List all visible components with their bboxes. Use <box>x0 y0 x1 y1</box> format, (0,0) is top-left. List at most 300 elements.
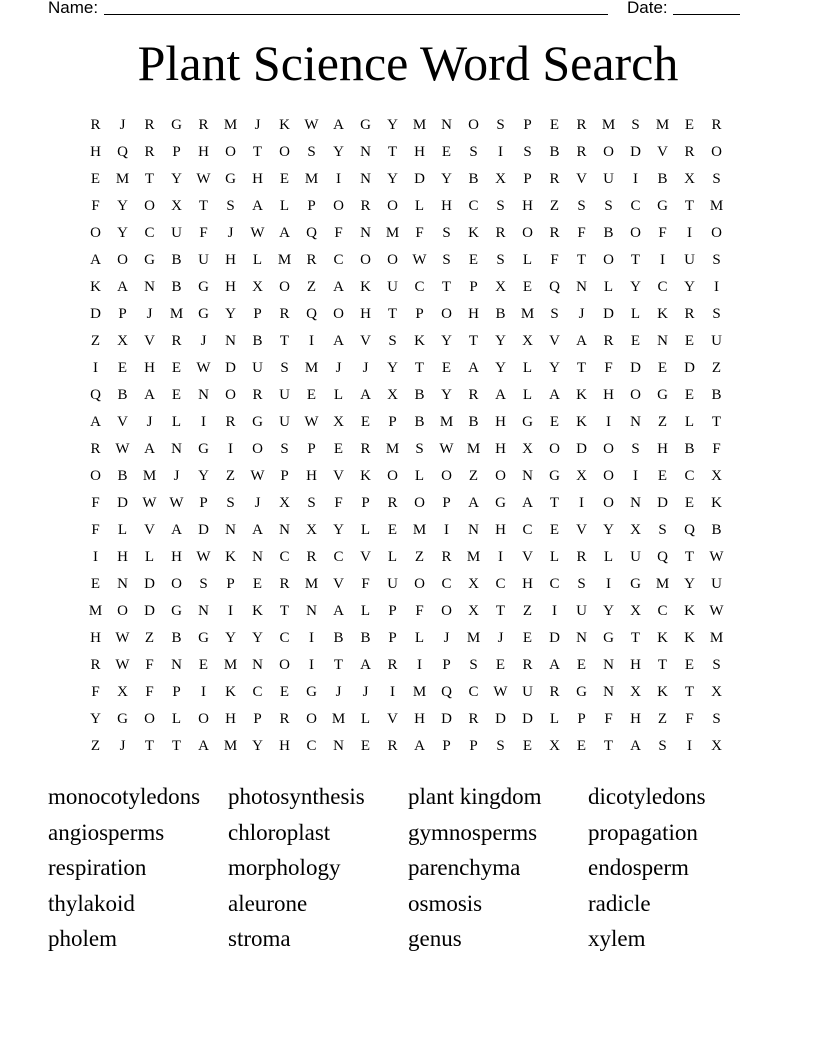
grid-letter[interactable]: O <box>441 306 452 322</box>
grid-letter[interactable]: C <box>414 279 425 295</box>
grid-letter[interactable]: Q <box>117 144 128 160</box>
grid-letter[interactable]: A <box>522 495 533 511</box>
grid-letter[interactable]: E <box>495 657 506 673</box>
grid-letter[interactable]: P <box>388 414 397 430</box>
grid-letter[interactable]: S <box>199 576 208 592</box>
grid-letter[interactable]: N <box>198 387 209 403</box>
grid-letter[interactable]: O <box>522 225 533 241</box>
grid-letter[interactable]: M <box>88 603 103 619</box>
grid-letter[interactable]: B <box>414 387 425 403</box>
grid-letter[interactable]: Y <box>252 630 263 646</box>
grid-letter[interactable]: S <box>415 441 424 457</box>
grid-letter[interactable]: F <box>712 441 721 457</box>
grid-letter[interactable]: Z <box>657 711 668 727</box>
grid-letter[interactable]: Y <box>603 522 614 538</box>
grid-letter[interactable]: X <box>279 495 290 511</box>
grid-letter[interactable]: B <box>468 171 479 187</box>
grid-letter[interactable]: F <box>145 657 154 673</box>
grid-letter[interactable]: N <box>576 630 587 646</box>
grid-letter[interactable]: F <box>91 522 100 538</box>
grid-letter[interactable]: E <box>468 252 479 268</box>
grid-letter[interactable]: M <box>520 306 535 322</box>
grid-letter[interactable]: X <box>117 684 128 700</box>
grid-letter[interactable]: L <box>549 549 560 565</box>
grid-letter[interactable]: L <box>549 711 560 727</box>
grid-letter[interactable]: N <box>603 684 614 700</box>
grid-letter[interactable]: Y <box>441 333 452 349</box>
grid-letter[interactable]: R <box>279 306 290 322</box>
grid-letter[interactable]: T <box>630 252 641 268</box>
grid-letter[interactable]: X <box>333 414 344 430</box>
grid-letter[interactable]: U <box>279 387 290 403</box>
grid-letter[interactable]: Y <box>333 144 344 160</box>
grid-letter[interactable]: G <box>360 117 371 133</box>
grid-letter[interactable]: T <box>252 144 263 160</box>
grid-letter[interactable]: N <box>252 657 263 673</box>
grid-letter[interactable]: R <box>684 144 695 160</box>
grid-letter[interactable]: N <box>171 441 182 457</box>
grid-letter[interactable]: D <box>657 495 668 511</box>
grid-letter[interactable]: I <box>417 657 422 673</box>
grid-letter[interactable]: O <box>117 252 128 268</box>
grid-letter[interactable]: B <box>657 171 668 187</box>
grid-letter[interactable]: E <box>657 468 668 484</box>
grid-letter[interactable]: I <box>228 441 233 457</box>
grid-letter[interactable]: A <box>279 225 290 241</box>
grid-letter[interactable]: B <box>252 333 263 349</box>
grid-letter[interactable]: S <box>226 198 235 214</box>
grid-letter[interactable]: C <box>657 603 668 619</box>
grid-letter[interactable]: W <box>196 360 211 376</box>
grid-letter[interactable]: U <box>198 252 209 268</box>
grid-letter[interactable]: F <box>361 576 370 592</box>
grid-letter[interactable]: R <box>90 441 101 457</box>
grid-letter[interactable]: H <box>171 549 182 565</box>
grid-letter[interactable]: M <box>466 441 481 457</box>
grid-letter[interactable]: F <box>334 225 343 241</box>
grid-letter[interactable]: T <box>657 657 668 673</box>
grid-letter[interactable]: W <box>115 630 130 646</box>
grid-letter[interactable]: O <box>387 252 398 268</box>
grid-letter[interactable]: O <box>603 144 614 160</box>
grid-letter[interactable]: F <box>604 711 613 727</box>
grid-letter[interactable]: Y <box>252 738 263 754</box>
grid-letter[interactable]: P <box>253 306 262 322</box>
grid-letter[interactable]: B <box>171 279 182 295</box>
grid-letter[interactable]: Q <box>549 279 560 295</box>
grid-letter[interactable]: I <box>444 522 449 538</box>
grid-letter[interactable]: C <box>549 576 560 592</box>
grid-letter[interactable]: F <box>91 198 100 214</box>
grid-letter[interactable]: J <box>227 225 234 241</box>
grid-letter[interactable]: L <box>414 468 425 484</box>
grid-letter[interactable]: V <box>360 549 371 565</box>
grid-letter[interactable]: N <box>252 549 263 565</box>
grid-letter[interactable]: W <box>439 441 454 457</box>
grid-letter[interactable]: O <box>630 225 641 241</box>
grid-letter[interactable]: N <box>441 117 452 133</box>
grid-letter[interactable]: Y <box>549 360 560 376</box>
grid-letter[interactable]: G <box>198 279 209 295</box>
grid-letter[interactable]: A <box>333 117 344 133</box>
grid-letter[interactable]: H <box>225 252 236 268</box>
grid-letter[interactable]: W <box>304 414 319 430</box>
grid-letter[interactable]: B <box>117 387 128 403</box>
grid-letter[interactable]: U <box>684 252 695 268</box>
grid-letter[interactable]: P <box>388 630 397 646</box>
grid-letter[interactable]: O <box>306 711 317 727</box>
grid-letter[interactable]: V <box>549 333 560 349</box>
grid-letter[interactable]: D <box>225 360 236 376</box>
grid-letter[interactable]: H <box>495 414 506 430</box>
grid-letter[interactable]: P <box>361 495 370 511</box>
grid-letter[interactable]: G <box>144 252 155 268</box>
grid-letter[interactable]: L <box>630 306 641 322</box>
grid-letter[interactable]: X <box>630 603 641 619</box>
grid-letter[interactable]: J <box>146 306 153 322</box>
grid-letter[interactable]: K <box>684 630 695 646</box>
grid-letter[interactable]: U <box>711 576 722 592</box>
grid-letter[interactable]: C <box>468 198 479 214</box>
grid-letter[interactable]: X <box>630 684 641 700</box>
grid-letter[interactable]: B <box>549 144 560 160</box>
grid-letter[interactable]: I <box>201 684 206 700</box>
grid-letter[interactable]: K <box>468 225 479 241</box>
grid-letter[interactable]: L <box>360 522 371 538</box>
grid-letter[interactable]: D <box>117 495 128 511</box>
grid-letter[interactable]: S <box>442 252 451 268</box>
grid-letter[interactable]: H <box>630 711 641 727</box>
grid-letter[interactable]: A <box>360 387 371 403</box>
grid-letter[interactable]: W <box>304 117 319 133</box>
grid-letter[interactable]: M <box>655 576 670 592</box>
grid-letter[interactable]: V <box>576 522 587 538</box>
grid-letter[interactable]: M <box>412 522 427 538</box>
grid-letter[interactable]: X <box>306 522 317 538</box>
grid-letter[interactable]: N <box>468 522 479 538</box>
date-field[interactable] <box>673 14 740 15</box>
grid-letter[interactable]: R <box>576 144 587 160</box>
grid-letter[interactable]: I <box>201 414 206 430</box>
grid-letter[interactable]: P <box>577 711 586 727</box>
grid-letter[interactable]: S <box>712 711 721 727</box>
grid-letter[interactable]: E <box>576 657 587 673</box>
grid-letter[interactable]: O <box>117 603 128 619</box>
grid-letter[interactable]: H <box>90 630 101 646</box>
grid-letter[interactable]: R <box>387 657 398 673</box>
grid-letter[interactable]: R <box>198 117 209 133</box>
grid-letter[interactable]: U <box>171 225 182 241</box>
grid-letter[interactable]: T <box>711 414 722 430</box>
grid-letter[interactable]: T <box>684 549 695 565</box>
grid-letter[interactable]: O <box>90 225 101 241</box>
grid-letter[interactable]: H <box>522 576 533 592</box>
grid-letter[interactable]: F <box>550 252 559 268</box>
grid-letter[interactable]: K <box>225 549 236 565</box>
grid-letter[interactable]: M <box>466 549 481 565</box>
grid-letter[interactable]: T <box>414 360 425 376</box>
grid-letter[interactable]: G <box>306 684 317 700</box>
grid-letter[interactable]: L <box>522 360 533 376</box>
grid-letter[interactable]: K <box>657 306 668 322</box>
grid-letter[interactable]: T <box>684 198 695 214</box>
grid-letter[interactable]: R <box>684 306 695 322</box>
grid-letter[interactable]: T <box>198 198 209 214</box>
grid-letter[interactable]: I <box>498 144 503 160</box>
grid-letter[interactable]: M <box>304 576 319 592</box>
grid-letter[interactable]: P <box>442 495 451 511</box>
grid-letter[interactable]: N <box>603 657 614 673</box>
grid-letter[interactable]: X <box>549 738 560 754</box>
grid-letter[interactable]: P <box>469 279 478 295</box>
grid-letter[interactable]: W <box>142 495 157 511</box>
grid-letter[interactable]: E <box>684 495 695 511</box>
grid-letter[interactable]: T <box>279 603 290 619</box>
grid-letter[interactable]: S <box>307 144 316 160</box>
grid-letter[interactable]: A <box>333 603 344 619</box>
grid-letter[interactable]: O <box>387 468 398 484</box>
grid-letter[interactable]: G <box>171 603 182 619</box>
grid-letter[interactable]: F <box>334 495 343 511</box>
grid-letter[interactable]: P <box>523 171 532 187</box>
grid-letter[interactable]: N <box>630 414 641 430</box>
grid-letter[interactable]: V <box>333 576 344 592</box>
grid-letter[interactable]: O <box>171 576 182 592</box>
grid-letter[interactable]: L <box>279 198 290 214</box>
grid-letter[interactable]: H <box>252 171 263 187</box>
grid-letter[interactable]: I <box>579 495 584 511</box>
grid-letter[interactable]: O <box>549 441 560 457</box>
grid-letter[interactable]: E <box>387 522 398 538</box>
grid-letter[interactable]: A <box>549 657 560 673</box>
grid-letter[interactable]: N <box>360 171 371 187</box>
grid-letter[interactable]: B <box>495 306 506 322</box>
grid-letter[interactable]: Z <box>90 333 101 349</box>
grid-letter[interactable]: S <box>496 117 505 133</box>
grid-letter[interactable]: N <box>144 279 155 295</box>
grid-letter[interactable]: I <box>93 360 98 376</box>
grid-letter[interactable]: A <box>144 387 155 403</box>
grid-letter[interactable]: V <box>333 468 344 484</box>
grid-letter[interactable]: L <box>360 603 371 619</box>
grid-letter[interactable]: H <box>468 306 479 322</box>
grid-letter[interactable]: I <box>633 468 638 484</box>
grid-letter[interactable]: G <box>657 387 668 403</box>
grid-letter[interactable]: D <box>603 306 614 322</box>
grid-letter[interactable]: I <box>687 225 692 241</box>
grid-letter[interactable]: N <box>630 495 641 511</box>
grid-letter[interactable]: R <box>144 117 155 133</box>
grid-letter[interactable]: E <box>333 441 344 457</box>
grid-letter[interactable]: G <box>522 414 533 430</box>
grid-letter[interactable]: E <box>549 522 560 538</box>
grid-letter[interactable]: P <box>442 738 451 754</box>
grid-letter[interactable]: R <box>279 711 290 727</box>
grid-letter[interactable]: H <box>522 198 533 214</box>
grid-letter[interactable]: W <box>250 468 265 484</box>
grid-letter[interactable]: P <box>523 117 532 133</box>
grid-letter[interactable]: C <box>468 684 479 700</box>
grid-letter[interactable]: F <box>415 603 424 619</box>
grid-letter[interactable]: O <box>279 657 290 673</box>
grid-letter[interactable]: J <box>146 414 153 430</box>
grid-letter[interactable]: B <box>117 468 128 484</box>
grid-letter[interactable]: H <box>279 738 290 754</box>
grid-letter[interactable]: L <box>333 387 344 403</box>
grid-letter[interactable]: O <box>603 252 614 268</box>
grid-letter[interactable]: I <box>633 171 638 187</box>
grid-letter[interactable]: F <box>685 711 694 727</box>
grid-letter[interactable]: R <box>522 657 533 673</box>
grid-letter[interactable]: S <box>550 306 559 322</box>
grid-letter[interactable]: A <box>198 738 209 754</box>
grid-letter[interactable]: A <box>90 414 101 430</box>
grid-letter[interactable]: Y <box>225 630 236 646</box>
grid-letter[interactable]: E <box>171 360 182 376</box>
grid-letter[interactable]: I <box>228 603 233 619</box>
grid-letter[interactable]: S <box>577 576 586 592</box>
grid-letter[interactable]: Y <box>198 468 209 484</box>
grid-letter[interactable]: D <box>198 522 209 538</box>
grid-letter[interactable]: M <box>223 117 238 133</box>
grid-letter[interactable]: O <box>144 198 155 214</box>
grid-letter[interactable]: I <box>336 171 341 187</box>
grid-letter[interactable]: L <box>360 711 371 727</box>
grid-letter[interactable]: R <box>90 117 101 133</box>
grid-letter[interactable]: H <box>306 468 317 484</box>
grid-letter[interactable]: M <box>115 171 130 187</box>
grid-letter[interactable]: N <box>117 576 128 592</box>
grid-letter[interactable]: B <box>711 387 722 403</box>
grid-letter[interactable]: E <box>684 387 695 403</box>
grid-letter[interactable]: B <box>468 414 479 430</box>
grid-letter[interactable]: H <box>225 279 236 295</box>
grid-letter[interactable]: J <box>362 360 369 376</box>
grid-letter[interactable]: E <box>684 657 695 673</box>
grid-letter[interactable]: X <box>576 468 587 484</box>
grid-letter[interactable]: I <box>552 603 557 619</box>
grid-letter[interactable]: T <box>684 684 695 700</box>
grid-letter[interactable]: Y <box>441 171 452 187</box>
grid-letter[interactable]: T <box>171 738 182 754</box>
grid-letter[interactable]: H <box>495 441 506 457</box>
grid-letter[interactable]: E <box>198 657 209 673</box>
grid-letter[interactable]: N <box>171 657 182 673</box>
grid-letter[interactable]: S <box>712 171 721 187</box>
grid-letter[interactable]: R <box>306 549 317 565</box>
grid-letter[interactable]: W <box>412 252 427 268</box>
grid-letter[interactable]: X <box>468 576 479 592</box>
grid-letter[interactable]: E <box>117 360 128 376</box>
grid-letter[interactable]: V <box>522 549 533 565</box>
grid-letter[interactable]: D <box>441 711 452 727</box>
grid-letter[interactable]: P <box>280 468 289 484</box>
grid-letter[interactable]: J <box>200 333 207 349</box>
grid-letter[interactable]: S <box>577 198 586 214</box>
grid-letter[interactable]: X <box>522 441 533 457</box>
grid-letter[interactable]: C <box>684 468 695 484</box>
grid-letter[interactable]: T <box>333 657 344 673</box>
grid-letter[interactable]: X <box>252 279 263 295</box>
grid-letter[interactable]: K <box>279 117 290 133</box>
grid-letter[interactable]: J <box>254 117 261 133</box>
grid-letter[interactable]: F <box>415 225 424 241</box>
grid-letter[interactable]: I <box>606 576 611 592</box>
grid-letter[interactable]: P <box>199 495 208 511</box>
grid-letter[interactable]: F <box>658 225 667 241</box>
grid-letter[interactable]: S <box>496 738 505 754</box>
grid-letter[interactable]: Z <box>90 738 101 754</box>
grid-letter[interactable]: L <box>522 252 533 268</box>
grid-letter[interactable]: H <box>225 711 236 727</box>
grid-letter[interactable]: K <box>657 630 668 646</box>
grid-letter[interactable]: R <box>603 333 614 349</box>
grid-letter[interactable]: Y <box>441 387 452 403</box>
grid-letter[interactable]: Y <box>684 279 695 295</box>
grid-letter[interactable]: K <box>360 468 371 484</box>
grid-letter[interactable]: E <box>306 387 317 403</box>
grid-letter[interactable]: G <box>225 171 236 187</box>
grid-letter[interactable]: D <box>414 171 425 187</box>
grid-letter[interactable]: E <box>549 414 560 430</box>
grid-letter[interactable]: W <box>493 684 508 700</box>
grid-letter[interactable]: O <box>333 306 344 322</box>
grid-letter[interactable]: O <box>252 441 263 457</box>
grid-letter[interactable]: D <box>144 603 155 619</box>
grid-letter[interactable]: O <box>144 711 155 727</box>
grid-letter[interactable]: Z <box>549 198 560 214</box>
grid-letter[interactable]: Z <box>414 549 425 565</box>
grid-letter[interactable]: M <box>709 198 724 214</box>
grid-letter[interactable]: M <box>439 414 454 430</box>
grid-letter[interactable]: M <box>385 225 400 241</box>
grid-letter[interactable]: X <box>711 684 722 700</box>
grid-letter[interactable]: S <box>523 144 532 160</box>
grid-letter[interactable]: X <box>387 387 398 403</box>
grid-letter[interactable]: K <box>414 333 425 349</box>
grid-letter[interactable]: J <box>335 684 342 700</box>
grid-letter[interactable]: K <box>576 387 587 403</box>
grid-letter[interactable]: M <box>331 711 346 727</box>
grid-letter[interactable]: O <box>414 495 425 511</box>
grid-letter[interactable]: R <box>711 117 722 133</box>
grid-letter[interactable]: S <box>631 117 640 133</box>
grid-letter[interactable]: I <box>714 279 719 295</box>
grid-letter[interactable]: S <box>604 198 613 214</box>
grid-letter[interactable]: G <box>198 441 209 457</box>
grid-letter[interactable]: O <box>468 117 479 133</box>
grid-letter[interactable]: L <box>414 198 425 214</box>
grid-letter[interactable]: A <box>576 333 587 349</box>
grid-letter[interactable]: M <box>412 684 427 700</box>
grid-letter[interactable]: J <box>119 738 126 754</box>
grid-letter[interactable]: N <box>225 333 236 349</box>
grid-letter[interactable]: O <box>603 468 614 484</box>
grid-letter[interactable]: P <box>442 657 451 673</box>
grid-letter[interactable]: Y <box>171 171 182 187</box>
grid-letter[interactable]: L <box>171 711 182 727</box>
grid-letter[interactable]: T <box>387 306 398 322</box>
grid-letter[interactable]: Q <box>306 306 317 322</box>
grid-letter[interactable]: W <box>196 549 211 565</box>
grid-letter[interactable]: O <box>225 144 236 160</box>
grid-letter[interactable]: R <box>549 225 560 241</box>
grid-letter[interactable]: O <box>414 576 425 592</box>
grid-letter[interactable]: A <box>549 387 560 403</box>
grid-letter[interactable]: K <box>576 414 587 430</box>
grid-letter[interactable]: J <box>173 468 180 484</box>
grid-letter[interactable]: A <box>117 279 128 295</box>
